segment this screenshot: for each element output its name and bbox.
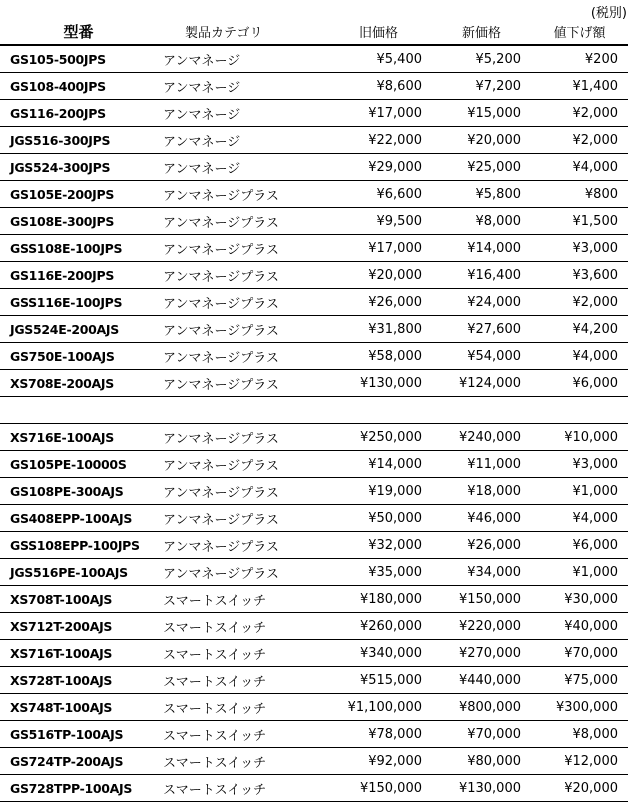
reduction-cell: ¥800 xyxy=(584,186,618,202)
old-price-cell: ¥58,000 xyxy=(368,348,422,364)
model-cell: JGS516-300JPS xyxy=(10,132,111,148)
table-row xyxy=(0,478,628,505)
category-cell: アンマネージプラス xyxy=(163,431,279,447)
model-cell: GS408EPP-100AJS xyxy=(10,510,133,526)
header-old-price: 旧価格 xyxy=(325,18,432,45)
new-price-cell: ¥124,000 xyxy=(458,375,521,391)
header-model: 型番 xyxy=(0,18,157,45)
model-cell: XS748T-100AJS xyxy=(10,699,113,715)
category-cell: アンマネージ xyxy=(163,161,241,177)
table-row xyxy=(0,640,628,667)
reduction-cell: ¥40,000 xyxy=(564,618,618,634)
old-price-cell: ¥9,500 xyxy=(376,213,422,229)
old-price-cell: ¥35,000 xyxy=(368,564,422,580)
category-cell: アンマネージ xyxy=(163,53,241,69)
reduction-cell: ¥1,400 xyxy=(572,78,618,94)
reduction-cell: ¥3,600 xyxy=(572,267,618,283)
old-price-cell: ¥26,000 xyxy=(368,294,422,310)
new-price-cell: ¥16,400 xyxy=(467,267,521,283)
category-cell: スマートスイッチ xyxy=(163,782,267,798)
model-cell: GSS108E-100JPS xyxy=(10,240,123,256)
category-cell: スマートスイッチ xyxy=(163,674,267,690)
new-price-cell: ¥26,000 xyxy=(467,537,521,553)
model-cell: XS712T-200AJS xyxy=(10,618,113,634)
reduction-cell: ¥1,000 xyxy=(572,483,618,499)
model-cell: GS116-200JPS xyxy=(10,105,106,121)
model-cell: GS105-500JPS xyxy=(10,51,106,67)
reduction-cell: ¥1,000 xyxy=(572,564,618,580)
new-price-cell: ¥7,200 xyxy=(475,78,521,94)
new-price-cell: ¥15,000 xyxy=(467,105,521,121)
table-row xyxy=(0,370,628,397)
category-cell: アンマネージプラス xyxy=(163,458,279,474)
new-price-cell: ¥18,000 xyxy=(467,483,521,499)
new-price-cell: ¥14,000 xyxy=(467,240,521,256)
old-price-cell: ¥250,000 xyxy=(359,429,422,445)
model-cell: GS724TP-200AJS xyxy=(10,753,124,769)
category-cell: アンマネージプラス xyxy=(163,215,279,231)
reduction-cell: ¥300,000 xyxy=(555,699,618,715)
category-cell: アンマネージ xyxy=(163,134,241,150)
model-cell: XS708E-200AJS xyxy=(10,375,114,391)
table-body xyxy=(0,45,628,802)
old-price-cell: ¥20,000 xyxy=(368,267,422,283)
table-row xyxy=(0,586,628,613)
reduction-cell: ¥20,000 xyxy=(564,780,618,796)
old-price-cell: ¥6,600 xyxy=(376,186,422,202)
category-cell: アンマネージ xyxy=(163,107,241,123)
model-cell: JGS516PE-100AJS xyxy=(10,564,128,580)
new-price-cell: ¥800,000 xyxy=(458,699,521,715)
old-price-cell: ¥1,100,000 xyxy=(347,699,422,715)
model-cell: XS728T-100AJS xyxy=(10,672,113,688)
model-cell: GS108E-300JPS xyxy=(10,213,115,229)
category-cell: アンマネージ xyxy=(163,80,241,96)
table-row xyxy=(0,532,628,559)
new-price-cell: ¥240,000 xyxy=(458,429,521,445)
old-price-cell: ¥17,000 xyxy=(368,105,422,121)
table-row xyxy=(0,127,628,154)
old-price-cell: ¥515,000 xyxy=(359,672,422,688)
model-cell: GS728TPP-100AJS xyxy=(10,780,133,796)
table-row xyxy=(0,748,628,775)
category-cell: スマートスイッチ xyxy=(163,620,267,636)
table-row xyxy=(0,451,628,478)
table-row xyxy=(0,289,628,316)
reduction-cell: ¥3,000 xyxy=(572,456,618,472)
table-row xyxy=(0,45,628,73)
old-price-cell: ¥8,600 xyxy=(376,78,422,94)
table-row xyxy=(0,262,628,289)
old-price-cell: ¥130,000 xyxy=(359,375,422,391)
table-row xyxy=(0,694,628,721)
new-price-cell: ¥70,000 xyxy=(467,726,521,742)
model-cell: JGS524-300JPS xyxy=(10,159,111,175)
reduction-cell: ¥2,000 xyxy=(572,294,618,310)
new-price-cell: ¥25,000 xyxy=(467,159,521,175)
reduction-cell: ¥200 xyxy=(584,51,618,67)
table-row xyxy=(0,154,628,181)
reduction-cell: ¥4,000 xyxy=(572,510,618,526)
model-cell: GS750E-100AJS xyxy=(10,348,115,364)
category-cell: アンマネージプラス xyxy=(163,485,279,501)
table-row xyxy=(0,235,628,262)
category-cell: スマートスイッチ xyxy=(163,647,267,663)
category-cell: アンマネージプラス xyxy=(163,296,279,312)
new-price-cell: ¥130,000 xyxy=(458,780,521,796)
old-price-cell: ¥150,000 xyxy=(359,780,422,796)
table-row xyxy=(0,721,628,748)
table-row xyxy=(0,559,628,586)
model-cell: GS516TP-100AJS xyxy=(10,726,124,742)
model-cell: GS116E-200JPS xyxy=(10,267,115,283)
reduction-cell: ¥75,000 xyxy=(564,672,618,688)
old-price-cell: ¥29,000 xyxy=(368,159,422,175)
old-price-cell: ¥5,400 xyxy=(376,51,422,67)
category-cell: スマートスイッチ xyxy=(163,728,267,744)
old-price-cell: ¥260,000 xyxy=(359,618,422,634)
table-row xyxy=(0,505,628,532)
model-cell: GSS108EPP-100JPS xyxy=(10,537,140,553)
model-cell: XS716T-100AJS xyxy=(10,645,113,661)
new-price-cell: ¥80,000 xyxy=(467,753,521,769)
category-cell: アンマネージプラス xyxy=(163,377,279,393)
reduction-cell: ¥10,000 xyxy=(564,429,618,445)
category-cell: スマートスイッチ xyxy=(163,593,267,609)
table-row xyxy=(0,613,628,640)
model-cell: XS708T-100AJS xyxy=(10,591,113,607)
table-row xyxy=(0,100,628,127)
reduction-cell: ¥8,000 xyxy=(572,726,618,742)
old-price-cell: ¥14,000 xyxy=(368,456,422,472)
old-price-cell: ¥340,000 xyxy=(359,645,422,661)
category-cell: スマートスイッチ xyxy=(163,701,267,717)
category-cell: アンマネージプラス xyxy=(163,188,279,204)
new-price-cell: ¥150,000 xyxy=(458,591,521,607)
old-price-cell: ¥17,000 xyxy=(368,240,422,256)
new-price-cell: ¥24,000 xyxy=(467,294,521,310)
model-cell: XS716E-100AJS xyxy=(10,429,114,445)
table-header-row xyxy=(0,18,628,45)
model-cell: GS108-400JPS xyxy=(10,78,106,94)
table-row xyxy=(0,181,628,208)
category-cell: アンマネージプラス xyxy=(163,242,279,258)
category-cell: アンマネージプラス xyxy=(163,512,279,528)
new-price-cell: ¥34,000 xyxy=(467,564,521,580)
reduction-cell: ¥30,000 xyxy=(564,591,618,607)
old-price-cell: ¥31,800 xyxy=(368,321,422,337)
table-row xyxy=(0,73,628,100)
model-cell: GSS116E-100JPS xyxy=(10,294,123,310)
spacer-cell xyxy=(0,397,628,424)
spacer-row xyxy=(0,397,628,424)
reduction-cell: ¥4,200 xyxy=(572,321,618,337)
category-cell: アンマネージプラス xyxy=(163,269,279,285)
reduction-cell: ¥4,000 xyxy=(572,348,618,364)
reduction-cell: ¥2,000 xyxy=(572,105,618,121)
reduction-cell: ¥70,000 xyxy=(564,645,618,661)
new-price-cell: ¥54,000 xyxy=(467,348,521,364)
table-row xyxy=(0,667,628,694)
new-price-cell: ¥11,000 xyxy=(467,456,521,472)
new-price-cell: ¥27,600 xyxy=(467,321,521,337)
reduction-cell: ¥1,500 xyxy=(572,213,618,229)
category-cell: アンマネージプラス xyxy=(163,566,279,582)
header-reduction: 値下げ額 xyxy=(531,18,628,45)
reduction-cell: ¥6,000 xyxy=(572,537,618,553)
reduction-cell: ¥3,000 xyxy=(572,240,618,256)
new-price-cell: ¥5,200 xyxy=(475,51,521,67)
category-cell: スマートスイッチ xyxy=(163,755,267,771)
new-price-cell: ¥440,000 xyxy=(458,672,521,688)
header-category: 製品カテゴリ xyxy=(157,18,325,45)
old-price-cell: ¥22,000 xyxy=(368,132,422,148)
table-row xyxy=(0,208,628,235)
new-price-cell: ¥8,000 xyxy=(475,213,521,229)
old-price-cell: ¥50,000 xyxy=(368,510,422,526)
new-price-cell: ¥220,000 xyxy=(458,618,521,634)
model-cell: GS105E-200JPS xyxy=(10,186,115,202)
reduction-cell: ¥6,000 xyxy=(572,375,618,391)
category-cell: アンマネージプラス xyxy=(163,539,279,555)
reduction-cell: ¥12,000 xyxy=(564,753,618,769)
model-cell: GS105PE-10000S xyxy=(10,456,127,472)
model-cell: JGS524E-200AJS xyxy=(10,321,119,337)
reduction-cell: ¥4,000 xyxy=(572,159,618,175)
tax-note: (税別) xyxy=(590,6,627,21)
old-price-cell: ¥78,000 xyxy=(368,726,422,742)
header-new-price: 新価格 xyxy=(432,18,531,45)
table-row xyxy=(0,424,628,451)
new-price-cell: ¥270,000 xyxy=(458,645,521,661)
new-price-cell: ¥46,000 xyxy=(467,510,521,526)
table-row xyxy=(0,343,628,370)
old-price-cell: ¥32,000 xyxy=(368,537,422,553)
model-cell: GS108PE-300AJS xyxy=(10,483,124,499)
new-price-cell: ¥5,800 xyxy=(475,186,521,202)
old-price-cell: ¥19,000 xyxy=(368,483,422,499)
category-cell: アンマネージプラス xyxy=(163,323,279,339)
new-price-cell: ¥20,000 xyxy=(467,132,521,148)
price-table xyxy=(0,18,628,802)
category-cell: アンマネージプラス xyxy=(163,350,279,366)
reduction-cell: ¥2,000 xyxy=(572,132,618,148)
old-price-cell: ¥92,000 xyxy=(368,753,422,769)
old-price-cell: ¥180,000 xyxy=(359,591,422,607)
table-row xyxy=(0,316,628,343)
